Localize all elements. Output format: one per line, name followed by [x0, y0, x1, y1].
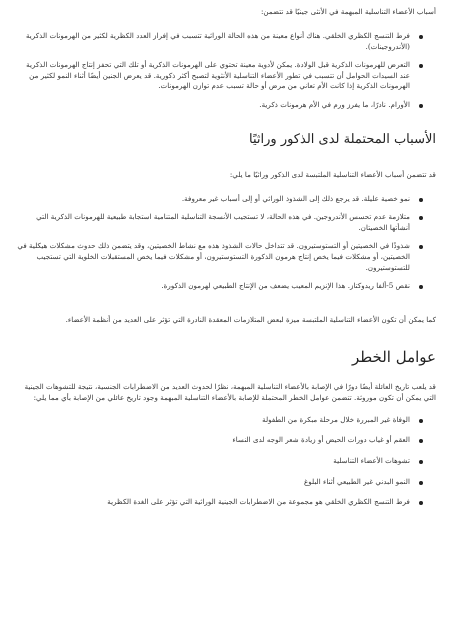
list-item: التعرض للهرمونات الذكرية قبل الولادة. يمكن لأدوية معينة تحتوي على الهرمونات الذكرية أو تلك التي تحفز إنتاج الهرمونات الذكرية عند السيدات الحوامل أن تتسبب في تطور الأعضاء التناسلية الأنثوية لتصبح أكثر ذكورية. قد يعرض الجنين أيضًا أثناء النمو لكثير من الهرمونات الذكرية إذا كانت الأم تعاني من مرض أو حالة تسبب عدم توازن الهرمونات.	[16, 60, 410, 92]
list-item: العقم أو غياب دورات الحيض أو زيادة شعر الوجه لدى النساء	[16, 435, 410, 446]
female-causes-list	[16, 31, 436, 111]
list-item: الأورام. نادرًا، ما يفرز ورم في الأم هرمونات ذكرية.	[16, 100, 410, 111]
list-item: متلازمة عدم تحسس الأندروجين. في هذه الحالة، لا تستجيب الأنسجة التناسلية المتنامية استجابة طبيعية للهرمونات الذكرية التي أنشأتها الخصيتان.	[16, 212, 410, 233]
risk-factors-list	[16, 415, 436, 508]
list-item: فرط التنسج الكظري الخلقي. هناك أنواع معينة من هذه الحالة الوراثية تتسبب في إفراز العدد الكظرية لكثير من الهرمونات الذكرية (الأندروجينات).	[16, 31, 410, 52]
risk-intro-paragraph: قد يلعب تاريخ العائلة أيضًا دورًا في الإصابة بالأعضاء التناسلية المبهمة، نظرًا لحدوث العديد من الاضطرابات الجنسية، نتيجة للتشوهات الجينية التي يمكن أن تكون موروثة. تتضمن عوامل الخطر المحتملة للإصابة بالأعضاء التناسلية المبهمة وجود تاريخ عائلي من الإصابة بأي مما يلي:	[24, 381, 436, 402]
syndromes-paragraph: كما يمكن أن تكون الأعضاء التناسلية الملتبسة ميزة لبعض المتلازمات المعقدة النادرة التي تؤثر على العديد من أنظمة الأعضاء.	[65, 314, 436, 324]
list-item: شذوذًا في الخصيتين أو التستوستيرون. قد تتداخل حالات الشذوذ هذه مع نشاط الخصيتين، وقد يتضمن ذلك حدوث مشكلات هيكلية في الخصيتين، أو مشكلات فيما يخص إنتاج هرمون الذكورة التستوستيرون، أو مشكلات فيما يخص المستقبلات الخلوية التي تستجيب للتستوستيرون.	[17, 241, 410, 272]
list-item: نمو خصية عليلة. قد يرجع ذلك إلى الشذوذ الوراثي أو إلى أسباب غير معروفة.	[16, 194, 410, 205]
intro-paragraph: أسباب الأعضاء التناسلية المبهمة في الأنثى جينيًا قد تتضمن:	[260, 7, 436, 16]
list-item: فرط التنسج الكظري الخلقي هو مجموعة من الاضطرابات الجينية الوراثية التي تؤثر على الغدة الكظرية	[16, 497, 410, 508]
list-item: تشوهات الأعضاء التناسلية	[16, 456, 410, 467]
risk-factors-heading: عوامل الخطر	[351, 347, 436, 366]
list-item: الوفاة غير المبررة خلال مرحلة مبكرة من الطفولة	[16, 415, 410, 426]
list-item: نقص 5-ألفا ريدوكتاز. هذا الإنزيم المعيب يضعف من الإنتاج الطبيعي لهرمون الذكورة.	[16, 281, 410, 292]
male-causes-list	[16, 194, 436, 292]
list-item: النمو البدني غير الطبيعي أثناء البلوغ	[16, 477, 410, 488]
male-intro-paragraph: قد تتضمن أسباب الأعضاء التناسلية الملتبسة لدى الذكور وراثيًا ما يلي:	[229, 169, 436, 179]
male-causes-heading: الأسباب المحتملة لدى الذكور وراثيًا	[249, 131, 436, 147]
